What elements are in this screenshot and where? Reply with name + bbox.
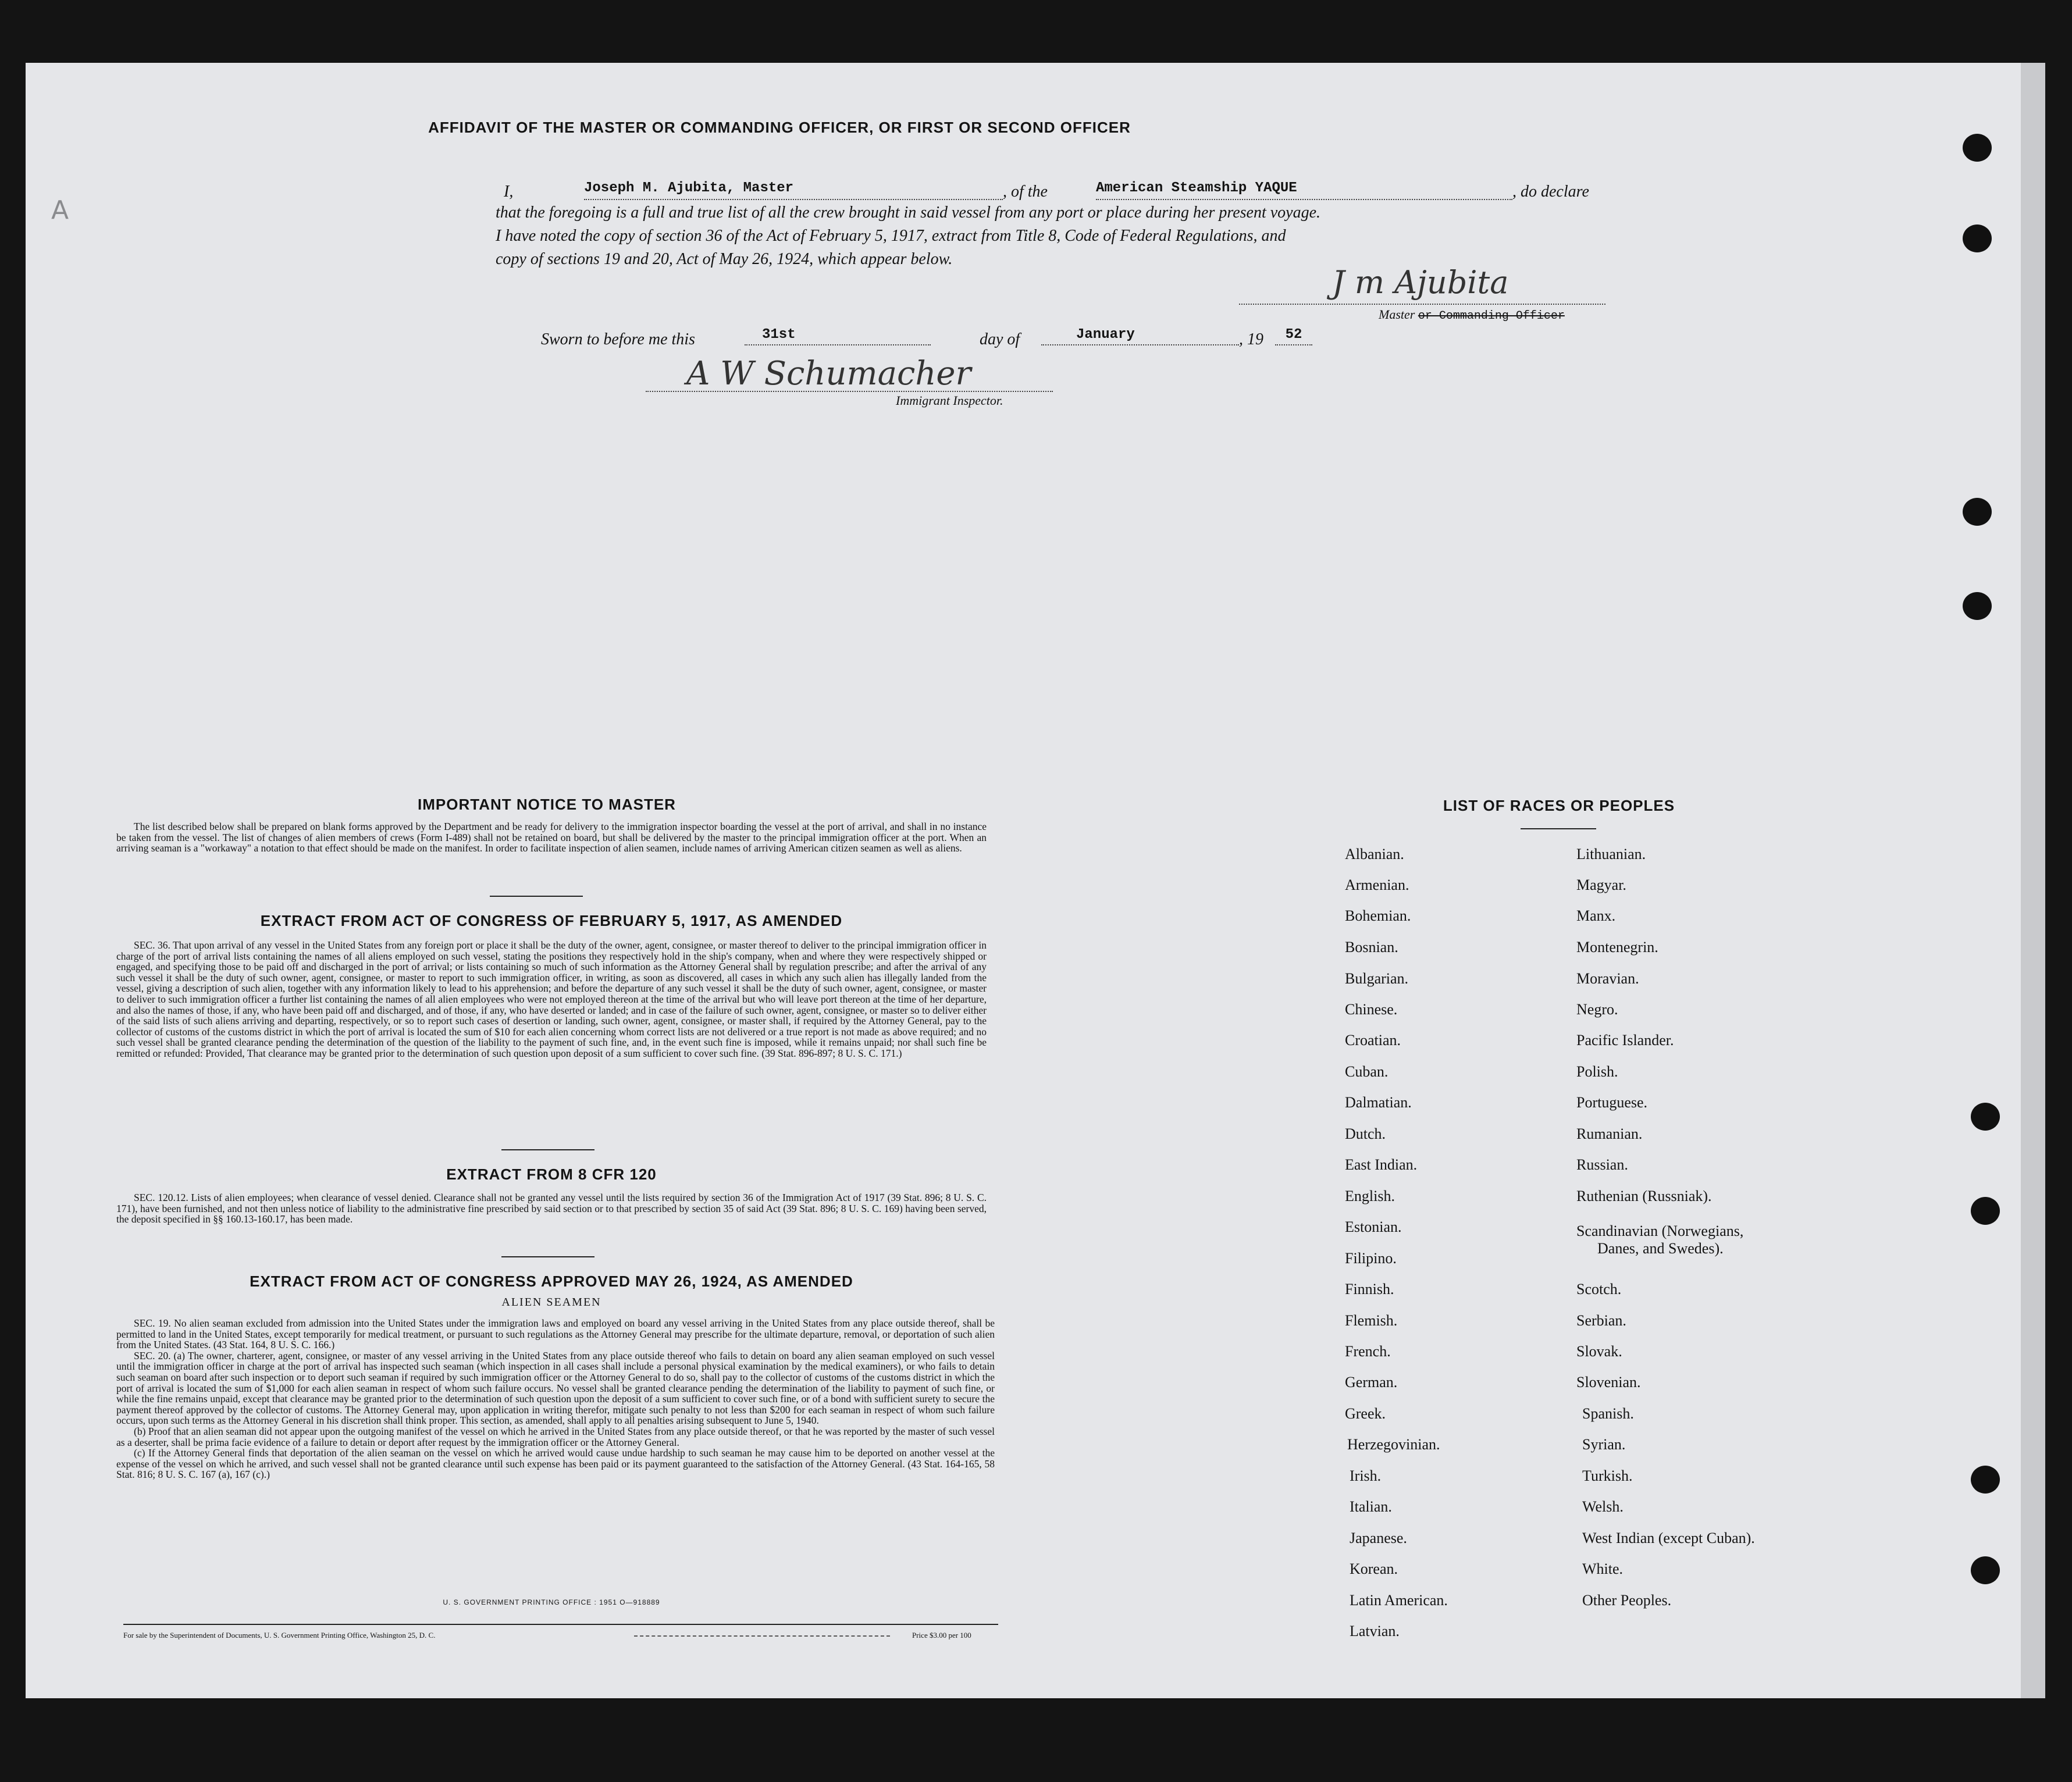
race-japanese: Japanese. — [1350, 1530, 1407, 1546]
extract-1917-text — [116, 940, 987, 1059]
race-filipino: Filipino. — [1345, 1250, 1397, 1267]
race-herzegovinian: Herzegovinian. — [1347, 1436, 1440, 1453]
declaration-line-1 — [503, 180, 1610, 201]
master-label: Master — [1379, 307, 1415, 322]
race-bosnian: Bosnian. — [1345, 939, 1398, 956]
section-20c-paragraph: (c) If the Attorney General finds that deportation of the alien seaman on the vessel on which he arrived would cause undue hardship to such seaman he may cause him to be deported on another vessel at the expense of the vessel on which he arrived, and such vessel shall not be granted clearance until such expense has been paid or its payment guaranteed to the satisfaction of the Attorney General. (43 Stat. 164-165, 58 Stat. 816; 8 U. S. C. 167 (a), 167 (c).) — [116, 1447, 995, 1481]
race-east-indian: East Indian. — [1345, 1156, 1418, 1173]
divider — [490, 896, 583, 897]
race-scotch: Scotch. — [1576, 1281, 1622, 1298]
race-lithuanian: Lithuanian. — [1576, 846, 1646, 863]
notice-text — [116, 821, 987, 854]
race-montenegrin: Montenegrin. — [1576, 939, 1658, 956]
race-welsh: Welsh. — [1582, 1498, 1624, 1515]
extract-cfr-title: EXTRACT FROM 8 CFR 120 — [446, 1166, 657, 1183]
footer-dashes — [634, 1628, 890, 1637]
race-white: White. — [1582, 1560, 1624, 1577]
punch-hole-icon — [1963, 498, 1992, 526]
race-flemish: Flemish. — [1345, 1312, 1398, 1329]
race-armenian: Armenian. — [1345, 876, 1409, 893]
race-russian: Russian. — [1576, 1156, 1628, 1173]
race-cuban: Cuban. — [1345, 1063, 1389, 1080]
race-latin-american: Latin American. — [1350, 1592, 1448, 1609]
race-slovak: Slovak. — [1576, 1343, 1622, 1360]
race-finnish: Finnish. — [1345, 1281, 1394, 1298]
day-of-text: day of — [980, 330, 1020, 348]
race-portuguese: Portuguese. — [1576, 1094, 1648, 1111]
section-20b-paragraph: (b) Proof that an alien seaman did not appear upon the outgoing manifest of the vessel on which he arrived in the United States from any place outside thereof, or that he was reported by the master of such vessel as a deserter, shall be prima facie evidence of a failure to detain or deport after request by the immigration officer or the Attorney General. — [116, 1425, 995, 1448]
race-west-indian: West Indian (except Cuban). — [1582, 1530, 1755, 1546]
race-negro: Negro. — [1576, 1001, 1618, 1018]
punch-hole-icon — [1971, 1103, 2000, 1131]
alien-seamen-subtitle: ALIEN SEAMEN — [501, 1296, 601, 1309]
punch-hole-icon — [1963, 134, 1992, 162]
race-scandinavian: Scandinavian (Norwegians, Danes, and Swedes). — [1576, 1223, 1744, 1257]
notice-title: IMPORTANT NOTICE TO MASTER — [418, 796, 676, 813]
footer-right: Price $3.00 per 100 — [912, 1631, 971, 1640]
divider — [501, 1149, 594, 1150]
section-120-paragraph: SEC. 120.12. Lists of alien employees; when clearance of vessel denied. Clearance shall not be granted any vessel until the lists required by section 36 of the Immigration Act of 1917 (39 Stat. 896; 8 U. S. C. 171), have been furnished, and not then unless notice of liability to the administrative fine prescribed by said section or to that prescribed by section 35 of said Act (39 Stat. 896; 8 U. S. C. 169) having been served, the deposit specified in §§ 160.13-160.17, has been made. — [116, 1192, 987, 1225]
vessel-field: American Steamship YAQUE — [1096, 180, 1512, 200]
pronoun-i: I, — [504, 183, 514, 201]
race-syrian: Syrian. — [1582, 1436, 1626, 1453]
sworn-line — [541, 327, 1379, 350]
race-german: German. — [1345, 1374, 1398, 1391]
race-turkish: Turkish. — [1582, 1467, 1633, 1484]
race-irish: Irish. — [1350, 1467, 1382, 1484]
section-36-paragraph: SEC. 36. That upon arrival of any vessel in the United States from any foreign port or place it shall be the duty of the owner, agent, consignee, or master thereof to deliver to the principal immigration officer in charge of the port of arrival lists containing the names of all aliens employed on such vessel, stating the positions they respectively hold in the ship's company, when and where they were respectively shipped or engaged, and specifying those to be paid off and discharged in the port of arrival; or lists containing so much of such information as the Attorney General shall by regulation prescribe; and after the arrival of any such vessel it shall be the duty of such owner, agent, consignee, or master to report to such immigration officer, in writing, as soon as discovered, all cases in which any such alien has illegally landed from the vessel, giving a description of such alien, together with any information likely to lead to his apprehension; and before the departure of any such vessel it shall be the duty of such owner, agent, consignee, or master to deliver to such immigration officer a further list containing the names of all alien employees who were not employed thereon at the time of the arrival but who will leave port thereon at the time of her departure, and also the names of those, if any, who have been paid off and discharged, and of those, if any, who have deserted or landed; and in case of the failure of such owner, agent, consignee, or master so to deliver either of the said lists of such aliens arriving and departing, respectively, or so to report such cases of desertion or landing, such owner, agent, consignee, or master shall, if required by the Attorney General, pay to the collector of customs of the customs district in which the port of arrival is located the sum of $10 for each alien concerning whom correct lists are not delivered or a true report is not made as above required; and no such vessel shall be granted clearance pending the determination of the question of the liability to the payment of such fine, and, in the event such fine is imposed, while it remains unpaid; nor shall such fine be remitted or refunded: Provided, That clearance may be granted prior to the determination of such question upon deposit of a sum sufficient to cover such fine. (39 Stat. 896-897; 8 U. S. C. 171.) — [116, 939, 987, 1059]
race-slovenian: Slovenian. — [1576, 1374, 1641, 1391]
race-pacific-islander: Pacific Islander. — [1576, 1032, 1674, 1049]
affidavit-title: AFFIDAVIT OF THE MASTER OR COMMANDING OFFICER, OR FIRST OR SECOND OFFICER — [428, 119, 1131, 136]
margin-mark: A — [51, 195, 69, 225]
inspector-signature-line — [646, 391, 1053, 392]
extract-1924-title: EXTRACT FROM ACT OF CONGRESS APPROVED MAY 26, 1924, AS AMENDED — [250, 1273, 853, 1290]
race-moravian: Moravian. — [1576, 970, 1639, 987]
of-the-text: , of the — [1003, 183, 1048, 201]
declaration-line-2: that the foregoing is a full and true list of all the crew brought in said vessel from any port or place during her present voyage. — [496, 204, 1321, 222]
printing-office-line: U. S. GOVERNMENT PRINTING OFFICE : 1951 O—918889 — [443, 1598, 660, 1606]
race-chinese: Chinese. — [1345, 1001, 1398, 1018]
sworn-text: Sworn to before me this — [541, 330, 695, 348]
year-prefix: , 19 — [1239, 330, 1263, 348]
declaration-line-4: copy of sections 19 and 20, Act of May 26, 1924, which appear below. — [496, 250, 953, 268]
race-other-peoples: Other Peoples. — [1582, 1592, 1672, 1609]
races-title: LIST OF RACES OR PEOPLES — [1443, 797, 1675, 814]
race-rumanian: Rumanian. — [1576, 1125, 1643, 1142]
race-italian: Italian. — [1350, 1498, 1392, 1515]
race-english: English. — [1345, 1188, 1395, 1204]
dark-margin-strip — [2045, 0, 2072, 1782]
race-croatian: Croatian. — [1345, 1032, 1401, 1049]
day-field: 31st — [745, 327, 931, 345]
month-field: January — [1041, 327, 1239, 345]
struck-officer-label: or Commanding Officer — [1418, 309, 1565, 323]
punch-hole-icon — [1971, 1197, 2000, 1225]
year-field: 52 — [1275, 327, 1312, 345]
punch-hole-icon — [1971, 1466, 2000, 1494]
master-signature-line — [1239, 304, 1605, 305]
footer-left: For sale by the Superintendent of Documents, U. S. Government Printing Office, Washington 25, D. C. — [123, 1631, 436, 1640]
section-20a-paragraph: SEC. 20. (a) The owner, charterer, agent, consignee, or master of any vessel arriving in the United States from any place outside thereof who fails to detain on board any alien seaman employed on such vessel until the immigration officer in charge at the port of arrival has inspected such seaman (which inspection in all cases shall include a personal physical examination by the medical examiners), or who fails to detain such seaman on board after such inspection or to deport such seaman if required by such immigration officer or the Attorney General to do so, shall pay to the collector of customs of the customs district in which the port of arrival is located the sum of $1,000 for each alien seaman in respect of whom such failure occurs. No vessel shall be granted clearance pending the determination of the liability to payment of such fine, or while the fine remains unpaid, except that clearance may be granted prior to the determination of such question upon the deposit of a sum sufficient to cover such fine, or of a bond with sufficient surety to secure the payment thereof approved by the collector of customs. The Attorney General may, upon application in writing therefor, mitigate such penalty to not less than $200 for each seaman in respect of whom such failure occurs, upon such terms as the Attorney General in his discretion shall think proper. This section, as amended, shall apply to all penalties arising subsequent to June 5, 1940. — [116, 1349, 995, 1427]
race-magyar: Magyar. — [1576, 876, 1626, 893]
race-french: French. — [1345, 1343, 1391, 1360]
race-manx: Manx. — [1576, 907, 1616, 924]
notice-paragraph: The list described below shall be prepared on blank forms approved by the Department and be ready for delivery to the immigration inspector boarding the vessel at the port of arrival, and shall in no instance be taken from the vessel. The list of changes of alien members of crews (Form I-489) shall not be retained on board, but shall be delivered by the master to the principal immigration officer at the port. When an arriving seaman is a "workaway" a notation to that effect should be made on the manifest. In order to facilitate inspection of alien seamen, include names of arriving American citizen seamen as well as aliens. — [116, 821, 987, 854]
section-19-paragraph: SEC. 19. No alien seaman excluded from admission into the United States under the immigration laws and employed on board any vessel arriving in the United States from any place outside thereof, shall be permitted to land in the United States, except temporarily for medical treatment, or pursuant to such regulations as the Attorney General may prescribe for the ultimate departure, removal, or deportation of such alien from the United States. (43 Stat. 164, 8 U. S. C. 166.) — [116, 1317, 995, 1351]
race-dalmatian: Dalmatian. — [1345, 1094, 1412, 1111]
race-dutch: Dutch. — [1345, 1125, 1386, 1142]
declarant-field: Joseph M. Ajubita, Master — [584, 180, 1003, 200]
race-albanian: Albanian. — [1345, 846, 1404, 863]
inspector-label: Immigrant Inspector. — [896, 393, 1003, 408]
punch-hole-icon — [1963, 224, 1992, 252]
footer-rule — [123, 1624, 998, 1625]
race-serbian: Serbian. — [1576, 1312, 1626, 1329]
extract-1924-text — [116, 1318, 995, 1480]
declaration-line-3: I have noted the copy of section 36 of the Act of February 5, 1917, extract from Title 8, Code of Federal Regulations, and — [496, 227, 1286, 245]
do-declare-text: , do declare — [1512, 183, 1589, 201]
extract-cfr-text — [116, 1192, 987, 1225]
punch-hole-icon — [1971, 1556, 2000, 1584]
race-estonian: Estonian. — [1345, 1218, 1402, 1235]
divider — [501, 1256, 594, 1257]
race-spanish: Spanish. — [1582, 1405, 1634, 1422]
race-ruthenian: Ruthenian (Russniak). — [1576, 1188, 1712, 1204]
race-polish: Polish. — [1576, 1063, 1618, 1080]
master-signature: J m Ajubita — [1332, 264, 1509, 301]
page-edge-shadow — [2021, 63, 2045, 1698]
race-latvian: Latvian. — [1350, 1623, 1400, 1640]
inspector-signature: A W Schumacher — [686, 355, 971, 393]
race-korean: Korean. — [1350, 1560, 1398, 1577]
master-title — [1379, 307, 1565, 323]
race-greek: Greek. — [1345, 1405, 1386, 1422]
punch-hole-icon — [1963, 592, 1992, 620]
race-bohemian: Bohemian. — [1345, 907, 1411, 924]
race-bulgarian: Bulgarian. — [1345, 970, 1409, 987]
extract-1917-title: EXTRACT FROM ACT OF CONGRESS OF FEBRUARY 5, 1917, AS AMENDED — [260, 912, 843, 929]
divider — [1521, 828, 1596, 829]
